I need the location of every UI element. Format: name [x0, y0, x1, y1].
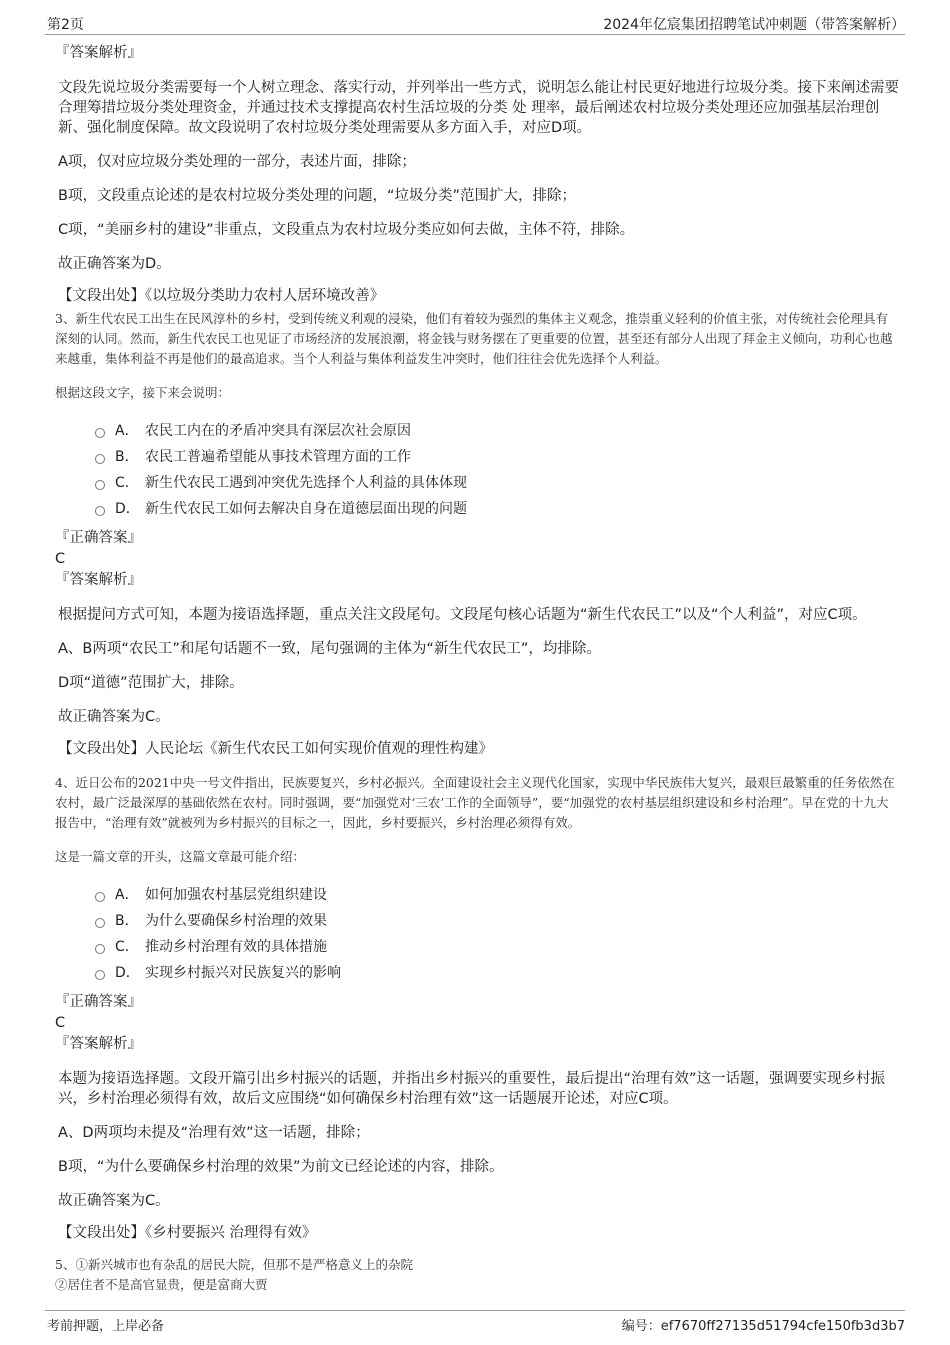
option-a[interactable] [95, 881, 900, 907]
option-letter: C． [115, 475, 139, 491]
option-c[interactable] [95, 469, 900, 495]
option-b[interactable] [95, 443, 900, 469]
option-text: 农民工内在的矛盾冲突具有深层次社会原因 [145, 423, 411, 439]
option-text: 如何加强农村基层党组织建设 [145, 887, 327, 903]
correct-answer-heading: 『正确答案』 [55, 994, 142, 1010]
document-title: 2024年亿宸集团招聘笔试冲刺题（带答案解析） [603, 17, 905, 33]
option-list [95, 881, 900, 985]
question-stem-line: ②居住者不是高官显贵，便是富商大贾 [55, 1277, 268, 1292]
analysis-paragraph: A项，仅对应垃圾分类处理的一部分，表述片面，排除； [58, 154, 416, 170]
page-footer [45, 1310, 905, 1335]
analysis-paragraph: B项，“为什么要确保乡村治理的效果”为前文已经论述的内容，排除。 [58, 1159, 504, 1175]
analysis-paragraph: A、B两项“农民工”和尾句话题不一致，尾句强调的主体为“新生代农民工”，均排除。 [58, 641, 601, 657]
question-stem-line: 5、①新兴城市也有杂乱的居民大院，但那不是严格意义上的杂院 [55, 1257, 413, 1272]
correct-answer-value: C [55, 1015, 66, 1031]
document-code: 编号：ef7670ff27135d51794cfe150fb3d3b7 [621, 1319, 905, 1334]
page-number: 第2页 [47, 17, 84, 33]
analysis-paragraph: 本题为接语选择题。文段开篇引出乡村振兴的话题，并指出乡村振兴的重要性，最后提出“治理有效”这一话题，强调要实现乡村振兴，乡村治理必须得有效，故后文应围绕“如何确保乡村治理有效”这一话题展开论述，对应C项。 [58, 1071, 886, 1107]
option-text: 农民工普遍希望能从事技术管理方面的工作 [145, 449, 411, 465]
option-list [95, 417, 900, 521]
analysis-paragraph: A、D两项均未提及“治理有效”这一话题，排除； [58, 1125, 370, 1141]
option-text: 实现乡村振兴对民族复兴的影响 [145, 965, 341, 981]
footer-slogan: 考前押题，上岸必备 [47, 1319, 165, 1334]
correct-answer-heading: 『正确答案』 [55, 530, 142, 546]
source-citation: 【文段出处】人民论坛《新生代农民工如何实现价值观的理性构建》 [58, 741, 493, 757]
radio-icon[interactable] [95, 892, 105, 902]
radio-icon[interactable] [95, 944, 105, 954]
option-text: 推动乡村治理有效的具体措施 [145, 939, 327, 955]
option-b[interactable] [95, 907, 900, 933]
source-citation: 【文段出处】《乡村要振兴 治理得有效》 [58, 1225, 317, 1241]
question-stem: 4、近日公布的2021中央一号文件指出，民族要复兴，乡村必振兴。全面建设社会主义现代化国家，实现中华民族伟大复兴，最艰巨最繁重的任务依然在农村，最广泛最深厚的基础依然在农村。同时强调，要“加强党对‘三农’工作的全面领导”，要“加强党的农村基层组织建设和乡村治理”。早在党的十九大报告中，“治理有效”就被列为乡村振兴的目标之一，因此，乡村要振兴，乡村治理必须得有效。 [55, 775, 895, 830]
radio-icon[interactable] [95, 918, 105, 928]
option-letter: A． [115, 887, 139, 903]
option-a[interactable] [95, 417, 900, 443]
option-letter: B． [115, 449, 139, 465]
correct-answer-value: C [55, 551, 66, 567]
analysis-heading: 『答案解析』 [55, 1036, 142, 1052]
option-d[interactable] [95, 959, 900, 985]
analysis-paragraph: 故正确答案为C。 [58, 709, 170, 725]
option-letter: A． [115, 423, 139, 439]
radio-icon[interactable] [95, 506, 105, 516]
analysis-heading: 『答案解析』 [55, 45, 142, 61]
radio-icon[interactable] [95, 454, 105, 464]
analysis-paragraph: 文段先说垃圾分类需要每一个人树立理念、落实行动，并列举出一些方式，说明怎么能让村民更好地进行垃圾分类。接下来阐述需要合理筹措垃圾分类处理资金，并通过技术支撑提高农村生活垃圾的分类 处 理率，最后阐述农村垃圾分类处理还应加强基层治理创新、强化制度保障。故文段说明了农村垃圾分类处理需要从多方面入手，对应D项。 [58, 80, 899, 136]
analysis-heading: 『答案解析』 [55, 572, 142, 588]
radio-icon[interactable] [95, 428, 105, 438]
analysis-paragraph: D项“道德”范围扩大，排除。 [58, 675, 244, 691]
question-stem: 3、新生代农民工出生在民风淳朴的乡村，受到传统义利观的浸染，他们有着较为强烈的集体主义观念，推崇重义轻利的价值主张，对传统社会伦理具有深刻的认同。然而，新生代农民工也见证了市场经济的发展浪潮，将金钱与财务摆在了更重要的位置，甚至还有部分人出现了拜金主义倾向，功利心也越来越重，集体利益不再是他们的最高追求。当个人利益与集体利益发生冲突时，他们往往会优先选择个人利益。 [55, 311, 893, 366]
option-letter: C． [115, 939, 139, 955]
question-prompt: 这是一篇文章的开头，这篇文章最可能介绍： [55, 849, 306, 864]
analysis-paragraph: B项，文段重点论述的是农村垃圾分类处理的问题，“垃圾分类”范围扩大，排除； [58, 188, 576, 204]
option-text: 为什么要确保乡村治理的效果 [145, 913, 327, 929]
option-text: 新生代农民工如何去解决自身在道德层面出现的问题 [145, 501, 467, 517]
analysis-paragraph: 故正确答案为D。 [58, 256, 171, 272]
option-letter: D． [115, 965, 140, 981]
option-c[interactable] [95, 933, 900, 959]
analysis-paragraph: C项，“美丽乡村的建设”非重点，文段重点为农村垃圾分类应如何去做，主体不符，排除。 [58, 222, 635, 238]
radio-icon[interactable] [95, 970, 105, 980]
question-prompt: 根据这段文字，接下来会说明： [55, 385, 231, 400]
page-content [55, 42, 900, 1295]
option-d[interactable] [95, 495, 900, 521]
source-citation: 【文段出处】《以垃圾分类助力农村人居环境改善》 [58, 288, 385, 304]
option-text: 新生代农民工遇到冲突优先选择个人利益的具体体现 [145, 475, 467, 491]
page-header [45, 12, 905, 35]
radio-icon[interactable] [95, 480, 105, 490]
option-letter: B． [115, 913, 139, 929]
analysis-paragraph: 根据提问方式可知，本题为接语选择题，重点关注文段尾句。文段尾句核心话题为“新生代农民工”以及“个人利益”，对应C项。 [58, 607, 867, 623]
option-letter: D． [115, 501, 140, 517]
analysis-paragraph: 故正确答案为C。 [58, 1193, 170, 1209]
